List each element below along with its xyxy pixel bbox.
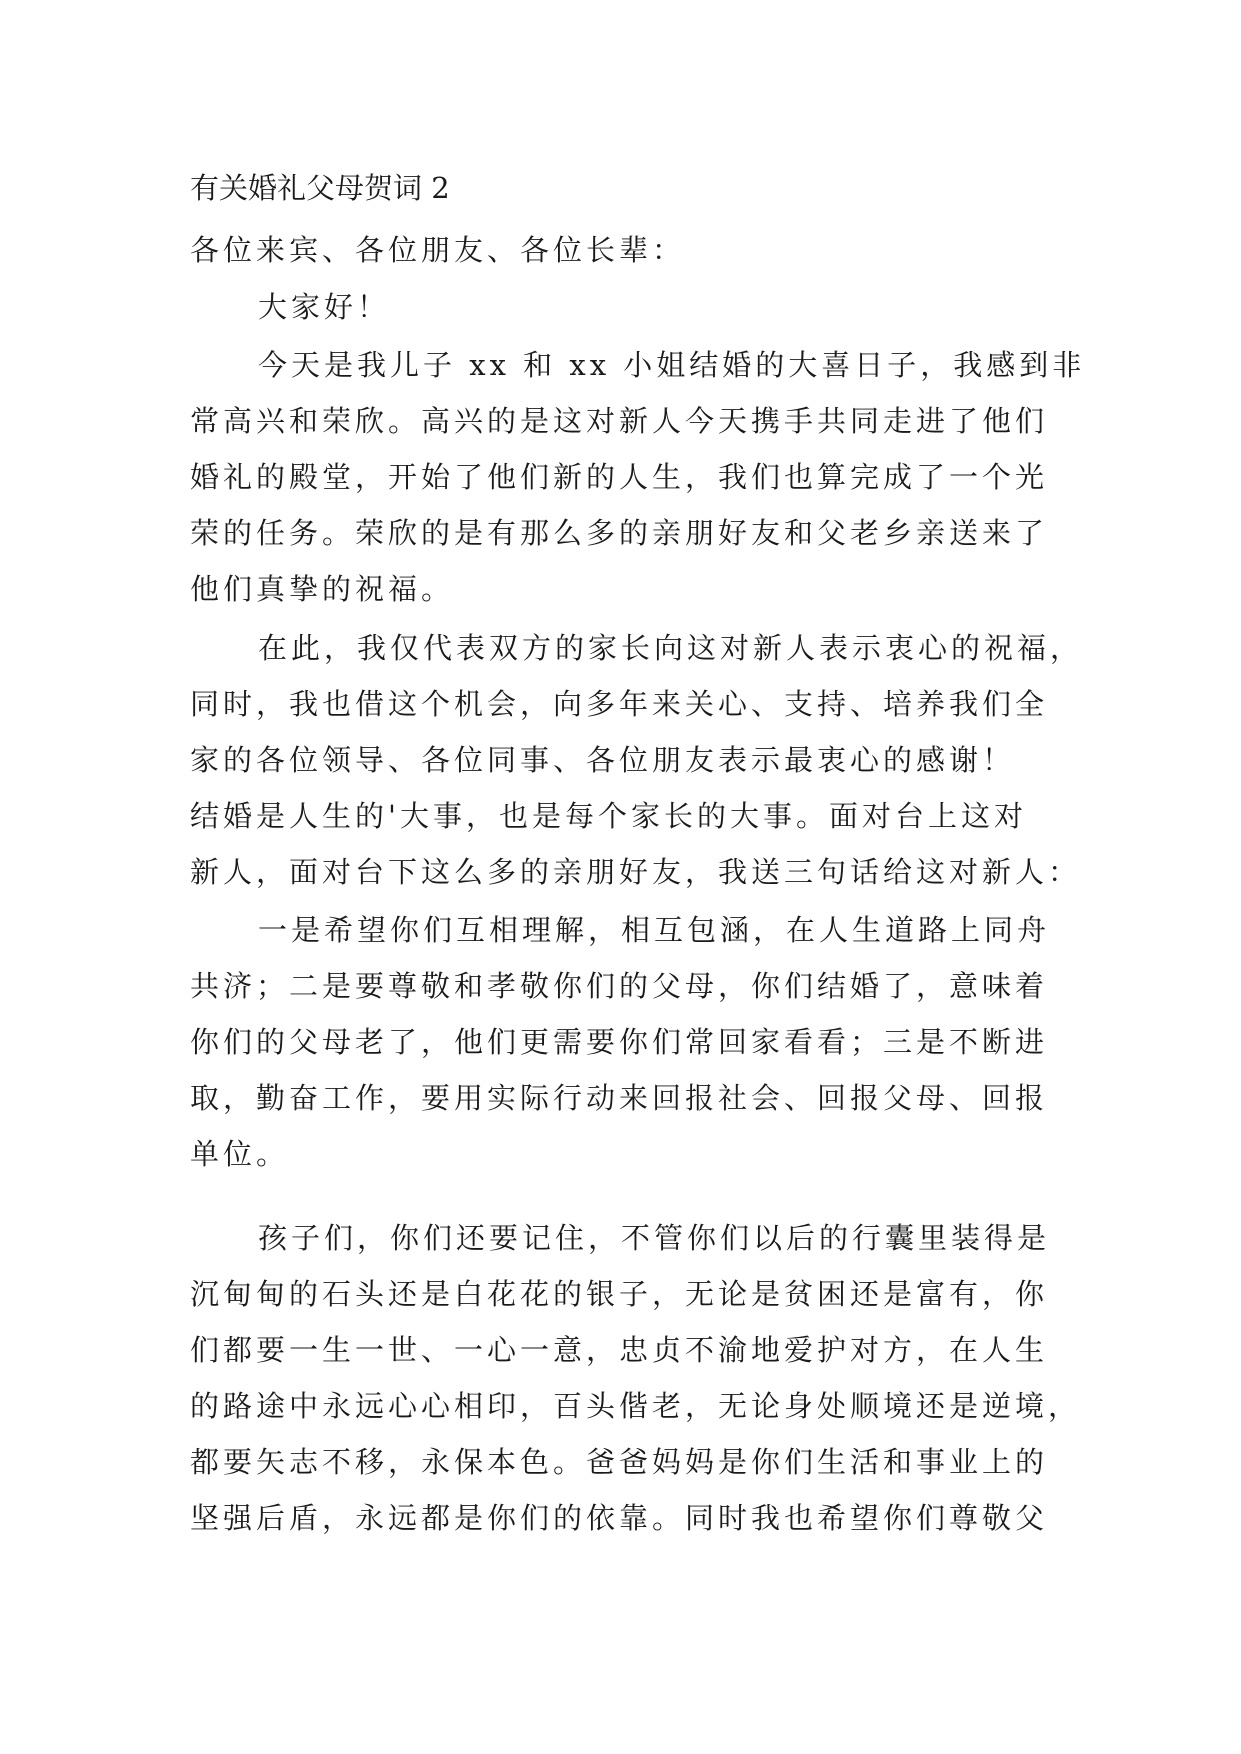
body-line: 他们真挚的祝福。 xyxy=(190,572,455,606)
body-line: 的路途中永远心心相印，百头偕老，无论身处顺境还是逆境， xyxy=(190,1389,1082,1423)
body-line: 结婚是人生的'大事，也是每个家长的大事。面对台上这对 xyxy=(190,799,1027,833)
body-line: 婚礼的殿堂，开始了他们新的人生，我们也算完成了一个光 xyxy=(190,460,1049,494)
body-line: 都要矢志不移，永保本色。爸爸妈妈是你们生活和事业上的 xyxy=(190,1445,1049,1479)
greeting: 大家好！ xyxy=(258,290,391,324)
body-line: 一是希望你们互相理解，相互包涵，在人生道路上同舟 xyxy=(258,913,1051,947)
body-line: 单位。 xyxy=(190,1137,290,1171)
body-line: 你们的父母老了，他们更需要你们常回家看看；三是不断进 xyxy=(190,1025,1049,1059)
body-line: 同时，我也借这个机会，向多年来关心、支持、培养我们全 xyxy=(190,687,1049,721)
body-line: 孩子们，你们还要记住，不管你们以后的行囊里装得是 xyxy=(258,1221,1051,1255)
body-line: 家的各位领导、各位同事、各位朋友表示最衷心的感谢！ xyxy=(190,743,1016,777)
body-line: 们都要一生一世、一心一意，忠贞不渝地爱护对方，在人生 xyxy=(190,1333,1049,1367)
body-line: 坚强后盾，永远都是你们的依靠。同时我也希望你们尊敬父 xyxy=(190,1501,1049,1535)
body-line: 沉甸甸的石头还是白花花的银子，无论是贫困还是富有，你 xyxy=(190,1277,1049,1311)
body-line: 今天是我儿子 xx 和 xx 小姐结婚的大喜日子，我感到非 xyxy=(258,348,1086,382)
body-line: 共济；二是要尊敬和孝敬你们的父母，你们结婚了，意味着 xyxy=(190,969,1049,1003)
document-title: 有关婚礼父母贺词 2 xyxy=(190,171,450,205)
body-line: 新人，面对台下这么多的亲朋好友，我送三句话给这对新人： xyxy=(190,855,1082,889)
body-line: 取，勤奋工作，要用实际行动来回报社会、回报父母、回报 xyxy=(190,1081,1049,1115)
salutation: 各位来宾、各位朋友、各位长辈： xyxy=(190,233,686,267)
body-line: 荣的任务。荣欣的是有那么多的亲朋好友和父老乡亲送来了 xyxy=(190,516,1049,550)
body-line: 在此，我仅代表双方的家长向这对新人表示衷心的祝福， xyxy=(258,631,1084,665)
body-line: 常高兴和荣欣。高兴的是这对新人今天携手共同走进了他们 xyxy=(190,404,1049,438)
